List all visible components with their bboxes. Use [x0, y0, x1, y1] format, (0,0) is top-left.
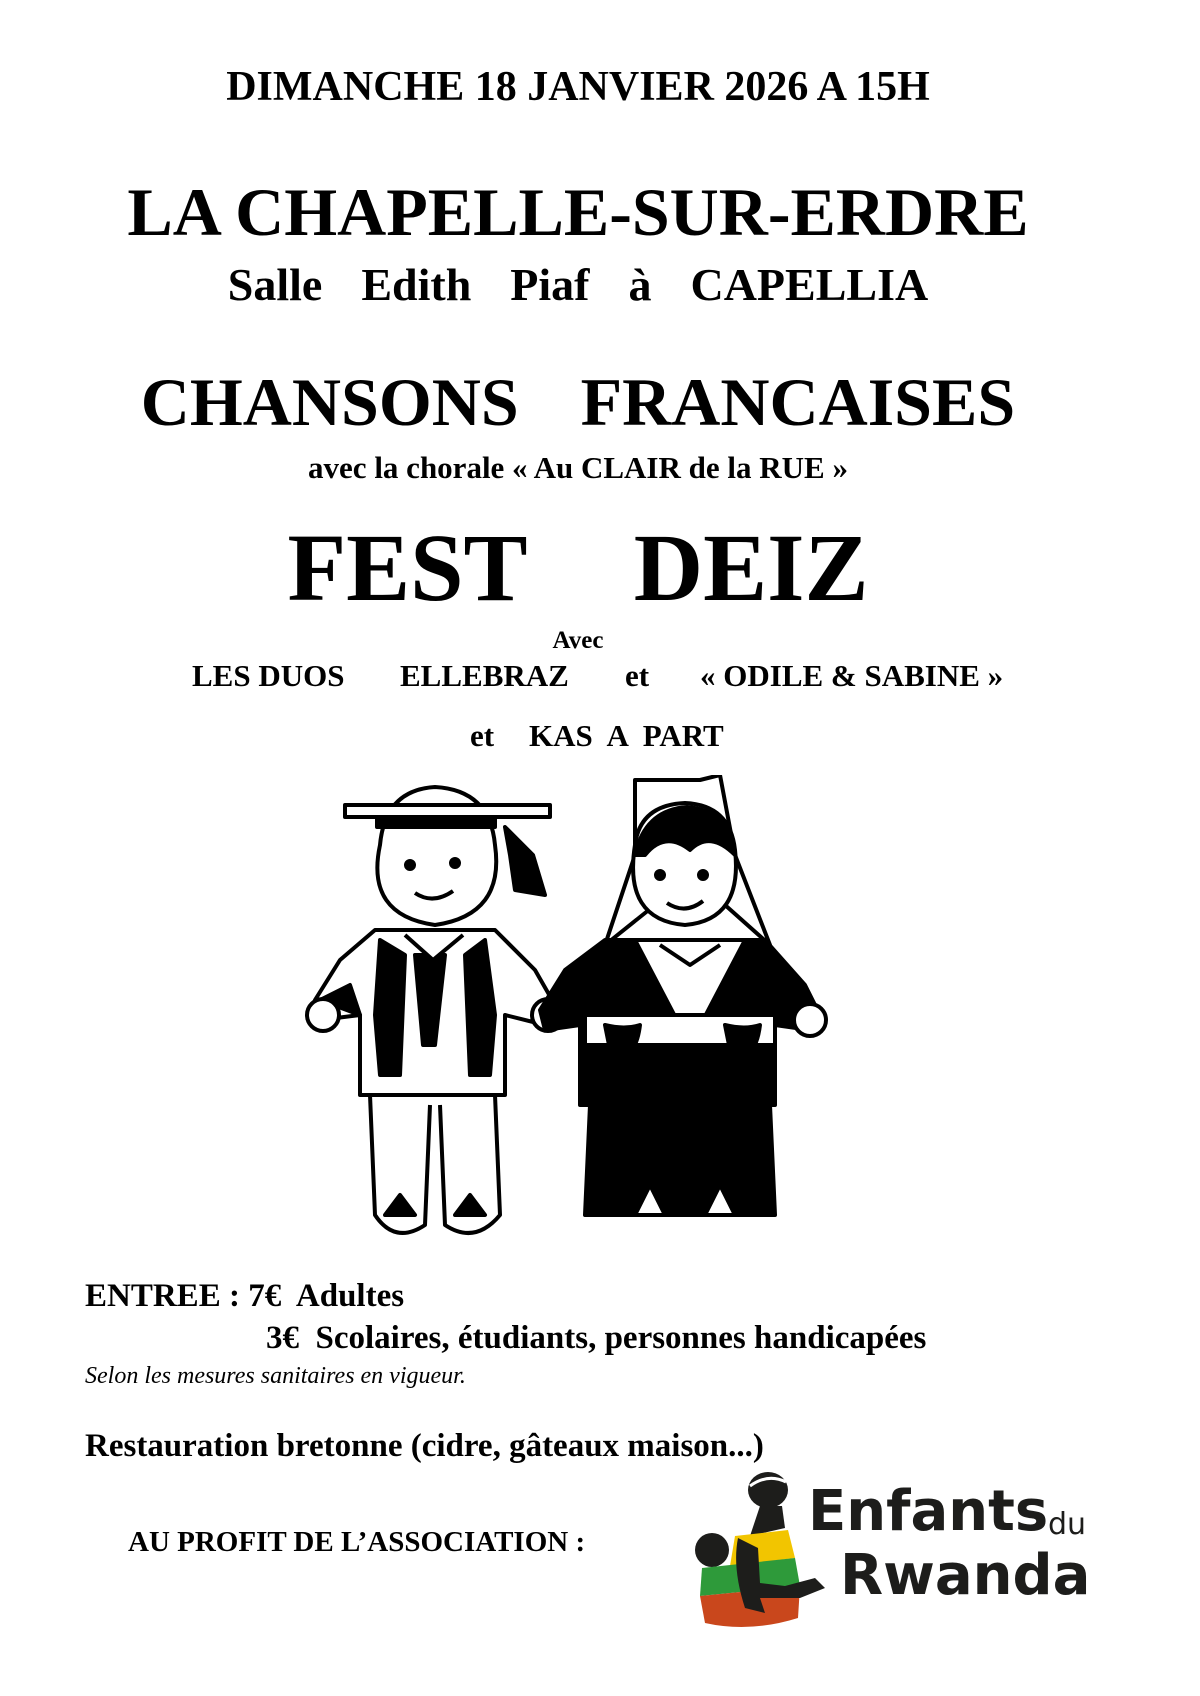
group-kas-a-part: KAS A PART: [529, 718, 724, 753]
enfants-du-rwanda-logo: [690, 1468, 1110, 1628]
and-1: et: [625, 658, 650, 693]
part1-title: CHANSONS FRANCAISES: [140, 364, 1016, 440]
part2-title: FEST DEIZ: [287, 514, 869, 621]
food-info: Restauration bretonne (cidre, gâteaux maison...): [85, 1428, 764, 1464]
part1-subtitle: avec la chorale « Au CLAIR de la RUE »: [308, 450, 848, 485]
event-venue: Salle Edith Piaf à CAPELLIA: [227, 259, 929, 310]
girl-figure: [540, 775, 826, 1215]
reduced-price: 3€ Scolaires, étudiants, personnes handicapées: [266, 1320, 927, 1356]
duo-ellebraz: ELLEBRAZ: [400, 658, 569, 693]
part2-avec: Avec: [552, 627, 604, 654]
sanitary-note: Selon les mesures sanitaires en vigueur.: [85, 1363, 466, 1389]
boy-figure: [307, 787, 564, 1233]
beneficiary-label: AU PROFIT DE L’ASSOCIATION :: [128, 1526, 586, 1558]
duo-odile-sabine: « ODILE & SABINE »: [700, 658, 1004, 693]
duos-label: LES DUOS: [192, 658, 345, 693]
breton-children-illustration: [305, 775, 910, 1260]
event-city: LA CHAPELLE-SUR-ERDRE: [127, 174, 1029, 250]
adult-price: 7€ Adultes: [248, 1278, 405, 1314]
entry-price-adult: [85, 1280, 404, 1313]
event-date: DIMANCHE 18 JANVIER 2026 A 15H: [226, 64, 930, 110]
logo-word-rwanda: Rwanda: [840, 1543, 1091, 1608]
entry-label: ENTREE :: [85, 1278, 240, 1314]
logo-word-du: du: [1048, 1507, 1087, 1542]
and-2: et: [470, 718, 495, 753]
logo-word-enfants: Enfants: [808, 1479, 1049, 1544]
